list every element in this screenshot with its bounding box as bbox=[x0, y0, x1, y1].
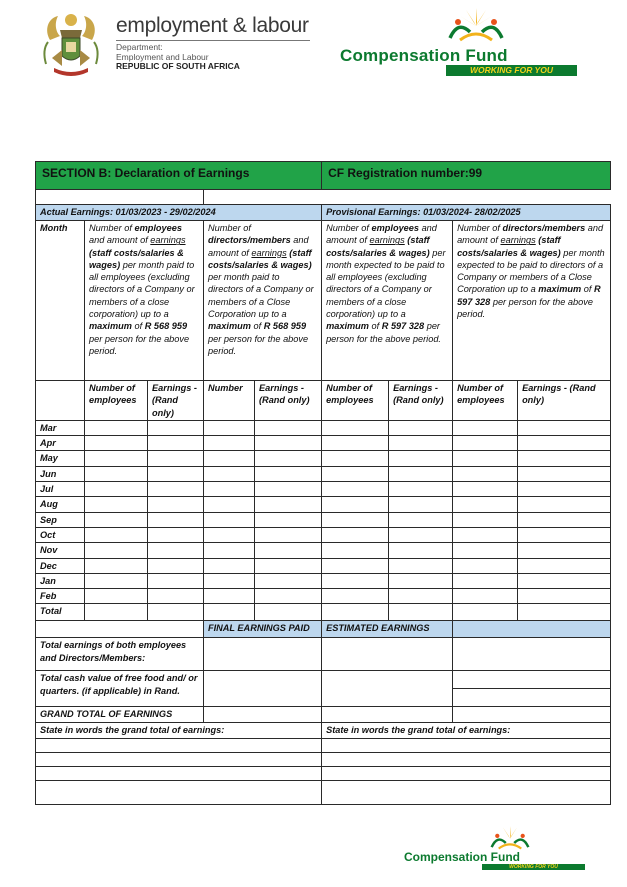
entry-cell[interactable] bbox=[389, 482, 453, 497]
blank-cell[interactable] bbox=[36, 190, 204, 205]
entry-cell[interactable] bbox=[518, 527, 611, 542]
col-earnings-rand-provisional-directors: Earnings - (Rand only) bbox=[518, 381, 611, 421]
grand-total-label: GRAND TOTAL OF EARNINGS bbox=[36, 707, 204, 722]
col-earnings-rand: Earnings - (Rand only) bbox=[148, 381, 204, 421]
words-left-label: State in words the grand total of earnings: bbox=[36, 722, 322, 738]
estimated-earnings-spacer bbox=[453, 621, 611, 638]
total-cell[interactable] bbox=[148, 604, 204, 621]
month-label: Jun bbox=[36, 466, 85, 481]
month-header-spacer bbox=[36, 381, 85, 421]
total-cash-final-cell[interactable] bbox=[204, 671, 322, 707]
department-rule bbox=[116, 40, 310, 41]
entry-cell[interactable] bbox=[322, 436, 389, 451]
entry-cell[interactable] bbox=[389, 512, 453, 527]
entry-cell[interactable] bbox=[389, 543, 453, 558]
month-row bbox=[36, 558, 611, 573]
entry-cell[interactable] bbox=[453, 466, 518, 481]
country-name: REPUBLIC OF SOUTH AFRICA bbox=[116, 61, 240, 71]
col-number-of-employees-provisional: Number of employees bbox=[322, 381, 389, 421]
actual-directors-description: Number of directors/members and amount of earnings (staff costs/salaries & wages) per month paid to directors of a Company or members of a Close Corporation up to a maximum of R 568 959 per person for the above period. bbox=[204, 221, 322, 381]
compensation-fund-footer-logo bbox=[404, 826, 589, 870]
entry-cell[interactable] bbox=[85, 558, 148, 573]
entry-cell[interactable] bbox=[85, 420, 148, 435]
words-left-line[interactable] bbox=[36, 766, 322, 780]
actual-earnings-period: Actual Earnings: 01/03/2023 - 29/02/2024 bbox=[36, 205, 322, 221]
entry-cell[interactable] bbox=[148, 573, 204, 588]
entry-cell[interactable] bbox=[389, 527, 453, 542]
provisional-employees-description: Number of employees and amount of earnings (staff costs/salaries & wages) per month expected to be paid to all employees (excluding directors of a Company or members of a close corporation) up to a maximum of R 597 328 per person for the above period. bbox=[322, 221, 453, 381]
entry-cell[interactable] bbox=[85, 466, 148, 481]
total-cell[interactable] bbox=[204, 604, 255, 621]
entry-cell[interactable] bbox=[518, 436, 611, 451]
month-row bbox=[36, 436, 611, 451]
total-cash-estimated-cell[interactable] bbox=[322, 671, 453, 707]
entry-cell[interactable] bbox=[85, 573, 148, 588]
entry-cell[interactable] bbox=[322, 512, 389, 527]
col-number-of-employees: Number of employees bbox=[85, 381, 148, 421]
entry-cell[interactable] bbox=[518, 573, 611, 588]
entry-cell[interactable] bbox=[453, 420, 518, 435]
total-both-estimated-cell[interactable] bbox=[322, 638, 453, 671]
total-both-extra-cell[interactable] bbox=[453, 638, 611, 671]
col-earnings-rand-provisional: Earnings - (Rand only) bbox=[389, 381, 453, 421]
grand-total-extra-cell[interactable] bbox=[453, 707, 611, 722]
entry-cell[interactable] bbox=[85, 543, 148, 558]
entry-cell[interactable] bbox=[85, 527, 148, 542]
entry-cell[interactable] bbox=[518, 543, 611, 558]
entry-cell[interactable] bbox=[255, 420, 322, 435]
entry-cell[interactable] bbox=[518, 497, 611, 512]
entry-cell[interactable] bbox=[389, 589, 453, 604]
month-row bbox=[36, 543, 611, 558]
month-label: May bbox=[36, 451, 85, 466]
month-label: Oct bbox=[36, 527, 85, 542]
entry-cell[interactable] bbox=[255, 482, 322, 497]
compensation-fund-name: Compensation Fund bbox=[340, 46, 508, 65]
col-earnings-rand-directors: Earnings - (Rand only) bbox=[255, 381, 322, 421]
actual-employees-description: Number of employees and amount of earnings (staff costs/salaries & wages) per month paid to all employees (excluding directors of a Company or members of a close corporation) up to a maximum of R 568 959 per person for the above period. bbox=[85, 221, 204, 381]
entry-cell[interactable] bbox=[453, 527, 518, 542]
grand-total-estimated-cell[interactable] bbox=[322, 707, 453, 722]
entry-cell[interactable] bbox=[453, 512, 518, 527]
coat-of-arms-icon bbox=[40, 10, 102, 80]
entry-cell[interactable] bbox=[148, 436, 204, 451]
department-title: employment & labour bbox=[116, 14, 309, 37]
month-row bbox=[36, 482, 611, 497]
final-earnings-paid-header: FINAL EARNINGS PAID bbox=[204, 621, 322, 638]
entry-cell[interactable] bbox=[453, 589, 518, 604]
total-both-label: Total earnings of both employees and Directors/Members: bbox=[36, 638, 204, 671]
entry-cell[interactable] bbox=[204, 436, 255, 451]
entry-cell[interactable] bbox=[322, 482, 389, 497]
month-label: Jul bbox=[36, 482, 85, 497]
entry-cell[interactable] bbox=[148, 451, 204, 466]
entry-cell[interactable] bbox=[204, 589, 255, 604]
entry-cell[interactable] bbox=[453, 482, 518, 497]
words-left-line[interactable] bbox=[36, 780, 322, 804]
entry-cell[interactable] bbox=[255, 451, 322, 466]
month-label: Aug bbox=[36, 497, 85, 512]
entry-cell[interactable] bbox=[85, 436, 148, 451]
entry-cell[interactable] bbox=[85, 451, 148, 466]
month-row bbox=[36, 512, 611, 527]
entry-cell[interactable] bbox=[453, 543, 518, 558]
words-right-label: State in words the grand total of earnings: bbox=[322, 722, 611, 738]
entry-cell[interactable] bbox=[389, 558, 453, 573]
entry-cell[interactable] bbox=[204, 482, 255, 497]
total-both-final-cell[interactable] bbox=[204, 638, 322, 671]
month-row bbox=[36, 527, 611, 542]
month-label: Nov bbox=[36, 543, 85, 558]
entry-cell[interactable] bbox=[255, 497, 322, 512]
entry-cell[interactable] bbox=[518, 589, 611, 604]
people-sun-icon bbox=[488, 826, 532, 850]
entry-cell[interactable] bbox=[322, 451, 389, 466]
department-label: Department: bbox=[116, 42, 163, 52]
month-label: Jan bbox=[36, 573, 85, 588]
entry-cell[interactable] bbox=[148, 482, 204, 497]
entry-cell[interactable] bbox=[255, 527, 322, 542]
entry-cell[interactable] bbox=[389, 573, 453, 588]
entry-cell[interactable] bbox=[255, 512, 322, 527]
entry-cell[interactable] bbox=[322, 420, 389, 435]
month-row bbox=[36, 466, 611, 481]
entry-cell[interactable] bbox=[453, 451, 518, 466]
total-cell[interactable] bbox=[85, 604, 148, 621]
entry-cell[interactable] bbox=[322, 543, 389, 558]
entry-cell[interactable] bbox=[389, 451, 453, 466]
grand-total-final-cell[interactable] bbox=[204, 707, 322, 722]
provisional-directors-description: Number of directors/members and amount of earnings (staff costs/salaries & wages) per month expected to be paid to directors of a Company or members of a Close Corporation up to a maximum of R 597 328 per person for the above period. bbox=[453, 221, 611, 381]
entry-cell[interactable] bbox=[322, 497, 389, 512]
month-row bbox=[36, 589, 611, 604]
entry-cell[interactable] bbox=[518, 482, 611, 497]
words-right-line[interactable] bbox=[322, 766, 611, 780]
summary-spacer bbox=[36, 621, 204, 638]
total-cash-extra-cell[interactable] bbox=[453, 689, 611, 707]
entry-cell[interactable] bbox=[204, 573, 255, 588]
month-label: Mar bbox=[36, 420, 85, 435]
month-label: Apr bbox=[36, 436, 85, 451]
entry-cell[interactable] bbox=[255, 573, 322, 588]
entry-cell[interactable] bbox=[85, 589, 148, 604]
entry-cell[interactable] bbox=[453, 497, 518, 512]
month-label: Dec bbox=[36, 558, 85, 573]
entry-cell[interactable] bbox=[148, 466, 204, 481]
spacer-cell bbox=[204, 190, 611, 205]
entry-cell[interactable] bbox=[389, 497, 453, 512]
total-cell[interactable] bbox=[255, 604, 322, 621]
words-left-line[interactable] bbox=[36, 738, 322, 752]
total-cash-extra-cell[interactable] bbox=[453, 671, 611, 689]
col-number: Number bbox=[204, 381, 255, 421]
total-cell[interactable] bbox=[389, 604, 453, 621]
entry-cell[interactable] bbox=[148, 558, 204, 573]
compensation-fund-logo bbox=[338, 8, 583, 78]
entry-cell[interactable] bbox=[85, 482, 148, 497]
entry-cell[interactable] bbox=[204, 420, 255, 435]
entry-cell[interactable] bbox=[322, 573, 389, 588]
month-column-header: Month bbox=[36, 221, 85, 381]
words-left-line[interactable] bbox=[36, 752, 322, 766]
entry-cell[interactable] bbox=[255, 558, 322, 573]
month-label: Feb bbox=[36, 589, 85, 604]
entry-cell[interactable] bbox=[148, 527, 204, 542]
compensation-fund-name: Compensation Fund bbox=[404, 850, 520, 864]
entry-cell[interactable] bbox=[255, 466, 322, 481]
entry-cell[interactable] bbox=[322, 589, 389, 604]
words-right-line[interactable] bbox=[322, 738, 611, 752]
entry-cell[interactable] bbox=[85, 497, 148, 512]
declaration-of-earnings-table bbox=[35, 161, 611, 805]
month-row bbox=[36, 497, 611, 512]
total-row bbox=[36, 604, 611, 621]
entry-cell[interactable] bbox=[148, 420, 204, 435]
words-right-line[interactable] bbox=[322, 752, 611, 766]
entry-cell[interactable] bbox=[389, 420, 453, 435]
department-name: Employment and Labour bbox=[116, 51, 209, 62]
entry-cell[interactable] bbox=[453, 573, 518, 588]
entry-cell[interactable] bbox=[204, 543, 255, 558]
entry-cell[interactable] bbox=[204, 497, 255, 512]
entry-cell[interactable] bbox=[389, 436, 453, 451]
entry-cell[interactable] bbox=[389, 466, 453, 481]
entry-cell[interactable] bbox=[204, 466, 255, 481]
entry-cell[interactable] bbox=[255, 543, 322, 558]
entry-cell[interactable] bbox=[453, 436, 518, 451]
entry-cell[interactable] bbox=[518, 451, 611, 466]
provisional-earnings-period: Provisional Earnings: 01/03/2024- 28/02/2025 bbox=[322, 205, 611, 221]
month-row bbox=[36, 573, 611, 588]
month-row bbox=[36, 451, 611, 466]
entry-cell[interactable] bbox=[204, 558, 255, 573]
department-name-block bbox=[116, 43, 240, 72]
entry-cell[interactable] bbox=[148, 589, 204, 604]
month-row bbox=[36, 420, 611, 435]
total-cell[interactable] bbox=[322, 604, 389, 621]
entry-cell[interactable] bbox=[85, 512, 148, 527]
entry-cell[interactable] bbox=[453, 558, 518, 573]
entry-cell[interactable] bbox=[255, 436, 322, 451]
total-label: Total bbox=[36, 604, 85, 621]
month-label: Sep bbox=[36, 512, 85, 527]
entry-cell[interactable] bbox=[204, 451, 255, 466]
people-sun-icon bbox=[446, 8, 506, 42]
entry-cell[interactable] bbox=[148, 512, 204, 527]
entry-cell[interactable] bbox=[518, 558, 611, 573]
words-right-line[interactable] bbox=[322, 780, 611, 804]
entry-cell[interactable] bbox=[148, 497, 204, 512]
estimated-earnings-header: ESTIMATED EARNINGS bbox=[322, 621, 453, 638]
entry-cell[interactable] bbox=[518, 466, 611, 481]
entry-cell[interactable] bbox=[518, 420, 611, 435]
entry-cell[interactable] bbox=[204, 527, 255, 542]
compensation-fund-tagline: WORKING FOR YOU bbox=[446, 65, 577, 76]
entry-cell[interactable] bbox=[322, 466, 389, 481]
total-cash-value-label: Total cash value of free food and/ or quarters. (if applicable) in Rand. bbox=[36, 671, 204, 707]
total-cell[interactable] bbox=[453, 604, 518, 621]
compensation-fund-tagline: WORKING FOR YOU bbox=[482, 864, 585, 870]
total-cell[interactable] bbox=[518, 604, 611, 621]
section-title: SECTION B: Declaration of Earnings bbox=[36, 162, 322, 190]
entry-cell[interactable] bbox=[148, 543, 204, 558]
entry-cell[interactable] bbox=[518, 512, 611, 527]
entry-cell[interactable] bbox=[255, 589, 322, 604]
entry-cell[interactable] bbox=[322, 527, 389, 542]
col-number-of-employees-provisional-directors: Number of employees bbox=[453, 381, 518, 421]
entry-cell[interactable] bbox=[204, 512, 255, 527]
registration-number: CF Registration number:99 bbox=[322, 162, 611, 190]
entry-cell[interactable] bbox=[322, 558, 389, 573]
